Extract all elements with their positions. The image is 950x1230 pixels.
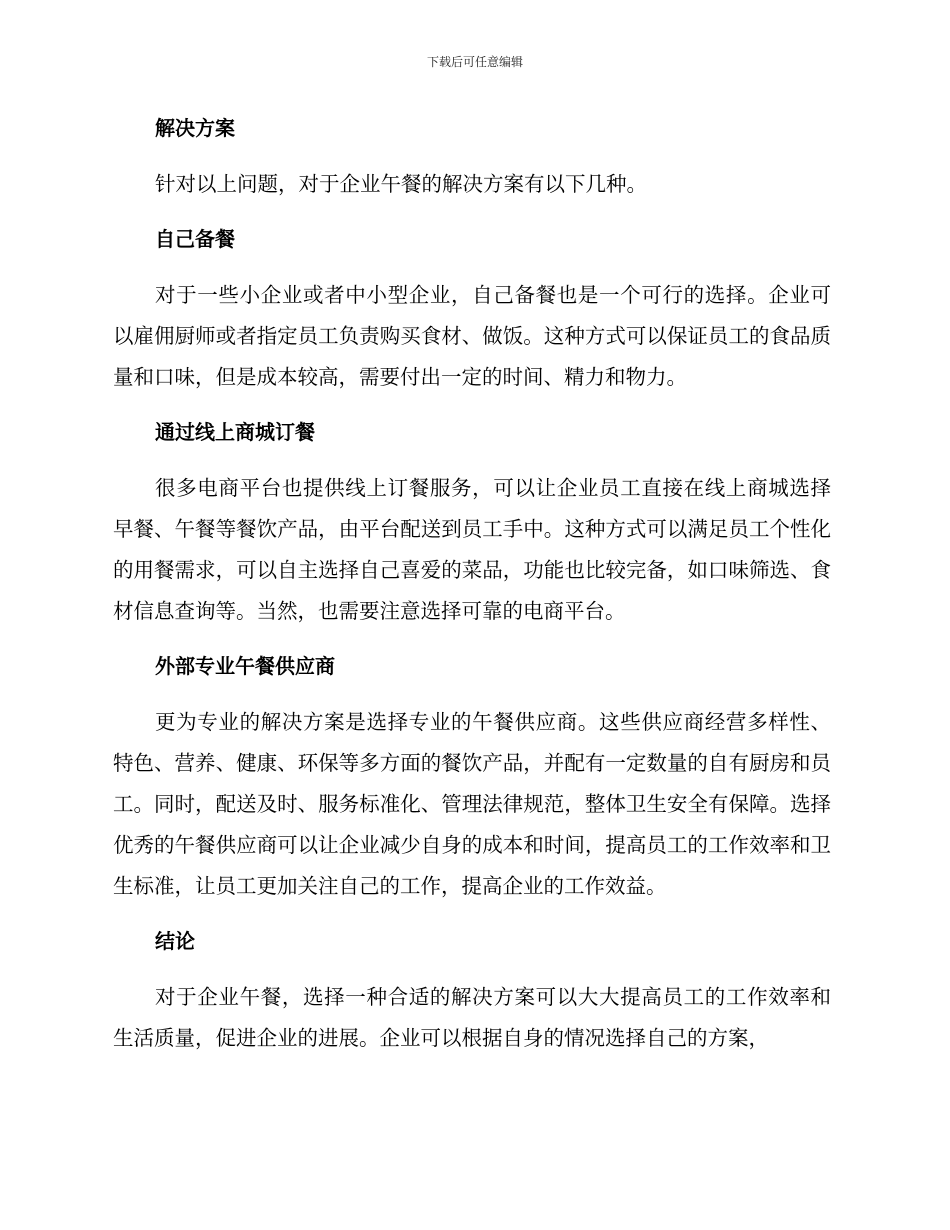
section-paragraph-external-supplier: 更为专业的解决方案是选择专业的午餐供应商。这些供应商经营多样性、特色、营养、健康、环保等多方面的餐饮产品，并配有一定数量的自有厨房和员工。同时，配送及时、服务标准化、管理法律规范，整体卫生安全有保障。选择优秀的午餐供应商可以让企业减少自身的成本和时间，提高员工的工作效率和卫生标准，让员工更加关注自己的工作，提高企业的工作效益。 — [113, 710, 831, 898]
section-heading-online-ordering: 通过线上商城订餐 — [155, 420, 315, 444]
section-paragraph-online-ordering: 很多电商平台也提供线上订餐服务，可以让企业员工直接在线上商城选择早餐、午餐等餐饮产品，由平台配送到员工手中。这种方式可以满足员工个性化的用餐需求，可以自主选择自己喜爱的菜品，功能也比较完备，如口味筛选、食材信息查询等。当然，也需要注意选择可靠的电商平台。 — [113, 476, 831, 623]
document-body — [113, 108, 831, 1059]
section-paragraph-solutions: 针对以上问题，对于企业午餐的解决方案有以下几种。 — [155, 172, 647, 196]
section-paragraph-self-catering: 对于一些小企业或者中小型企业，自己备餐也是一个可行的选择。企业可以雇佣厨师或者指定员工负责购买食材、做饭。这种方式可以保证员工的食品质量和口味，但是成本较高，需要付出一定的时间、精力和物力。 — [113, 283, 831, 389]
section-heading-external-supplier: 外部专业午餐供应商 — [155, 654, 335, 678]
section-heading-conclusion: 结论 — [155, 929, 195, 953]
section-heading-solutions: 解决方案 — [155, 116, 235, 140]
section-heading-self-catering: 自己备餐 — [155, 227, 235, 251]
page-header: 下载后可任意编辑 — [426, 55, 523, 69]
section-paragraph-conclusion: 对于企业午餐，选择一种合适的解决方案可以大大提高员工的工作效率和生活质量，促进企业的进展。企业可以根据自身的情况选择自己的方案， — [113, 985, 831, 1050]
